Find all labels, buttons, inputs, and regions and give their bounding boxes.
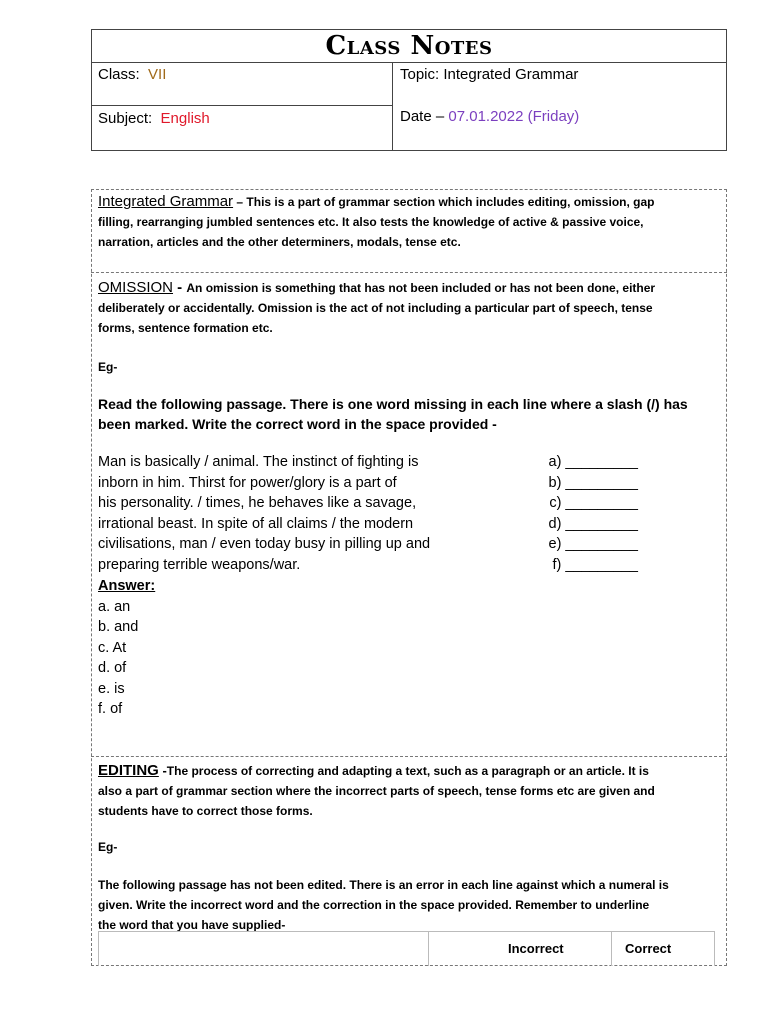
- blank-b: b) _________: [548, 474, 638, 491]
- passage-line: irrational beast. In spite of all claims / the modern: [98, 515, 414, 532]
- editing-dash: -: [158, 763, 167, 778]
- passage-line: Man is basically / animal. The instinct of fighting is: [98, 454, 419, 470]
- answer-item: d. of: [98, 660, 127, 676]
- passage-line: civilisations, man / even today busy in pilling up and: [98, 536, 431, 552]
- intro-text-3: narration, articles and the other determiners, modals, tense etc.: [98, 235, 461, 249]
- editing-heading: EDITING: [98, 762, 159, 779]
- omission-instruction-2: been marked. Write the correct word in the space provided -: [98, 416, 497, 432]
- intro-text-1: – This is a part of grammar section which includes editing, omission, gap: [233, 195, 655, 209]
- date-value: 07.01.2022 (Friday): [448, 108, 580, 125]
- omission-instruction: [98, 394, 722, 434]
- date-cell: [400, 108, 579, 125]
- omission-answers: [98, 576, 155, 720]
- answer-heading: Answer:: [98, 578, 156, 594]
- section-divider: [91, 756, 727, 757]
- omission-blanks: [528, 452, 638, 575]
- header-divider-vertical: [392, 62, 393, 150]
- topic-value: Integrated Grammar: [443, 66, 579, 83]
- editing-instruction-3: the word that you have supplied-: [98, 918, 286, 932]
- subject-value: English: [160, 110, 210, 127]
- omission-instruction-1: Read the following passage. There is one word missing in each line where a slash (/) has: [98, 396, 688, 412]
- class-value: VII: [148, 66, 167, 83]
- editing-text-3: students have to correct those forms.: [98, 804, 313, 818]
- editing-text-2: also a part of grammar section where the incorrect parts of speech, tense forms etc are given and: [98, 784, 655, 798]
- editing-instruction-1: The following passage has not been edited. There is an error in each line against which a numeral is: [98, 878, 669, 892]
- omission-text-3: forms, sentence formation etc.: [98, 321, 273, 335]
- passage-line: preparing terrible weapons/war.: [98, 556, 301, 573]
- passage-line: inborn in him. Thirst for power/glory is a part of: [98, 474, 397, 491]
- subject-cell: [98, 110, 210, 127]
- header-table: [91, 29, 727, 151]
- page-title: Class Notes: [92, 30, 726, 63]
- section-divider: [91, 272, 727, 273]
- editing-section: [98, 761, 722, 821]
- table-column-divider: [428, 932, 429, 966]
- omission-heading: OMISSION: [98, 279, 174, 296]
- editing-text-1: The process of correcting and adapting a text, such as a paragraph or an article. It is: [166, 764, 649, 778]
- class-cell: [98, 66, 166, 83]
- editing-instruction-2: given. Write the incorrect word and the correction in the space provided. Remember to underline: [98, 898, 650, 912]
- date-label: Date –: [400, 108, 445, 125]
- omission-dash: -: [173, 279, 187, 296]
- blank-d: d) _________: [548, 515, 638, 532]
- omission-text-1: An omission is something that has not been included or has not been done, either: [186, 281, 656, 295]
- editing-table: [98, 931, 715, 966]
- answer-item: e. is: [98, 680, 125, 697]
- blank-c: c) _________: [549, 495, 638, 511]
- intro-heading: Integrated Grammar: [98, 193, 234, 210]
- answer-item: b. and: [98, 619, 139, 635]
- editing-instruction: [98, 875, 722, 935]
- intro-text-2: filling, rearranging jumbled sentences etc. It also tests the knowledge of active & passive voice,: [98, 215, 644, 229]
- table-column-divider: [611, 932, 612, 966]
- class-label: Class:: [98, 66, 140, 83]
- table-header-correct: Correct: [625, 941, 672, 956]
- table-header-incorrect: Incorrect: [508, 941, 564, 956]
- omission-passage: [98, 452, 458, 575]
- blank-f: f) _________: [552, 556, 638, 573]
- intro-section: [98, 192, 722, 252]
- topic-label: Topic:: [400, 66, 440, 83]
- subject-label: Subject:: [98, 110, 153, 127]
- editing-eg: Eg-: [98, 840, 118, 854]
- blank-e: e) _________: [548, 536, 638, 552]
- header-divider-horizontal: [92, 105, 392, 106]
- answer-item: a. an: [98, 598, 131, 615]
- blank-a: a) _________: [548, 454, 638, 470]
- topic-cell: [400, 66, 578, 83]
- omission-eg: Eg-: [98, 360, 118, 374]
- answer-item: c. At: [98, 639, 127, 656]
- omission-section: [98, 278, 722, 338]
- answer-item: f. of: [98, 701, 123, 717]
- omission-text-2: deliberately or accidentally. Omission is the act of not including a particular part of speech, tense: [98, 301, 653, 315]
- passage-line: his personality. / times, he behaves like a savage,: [98, 495, 417, 511]
